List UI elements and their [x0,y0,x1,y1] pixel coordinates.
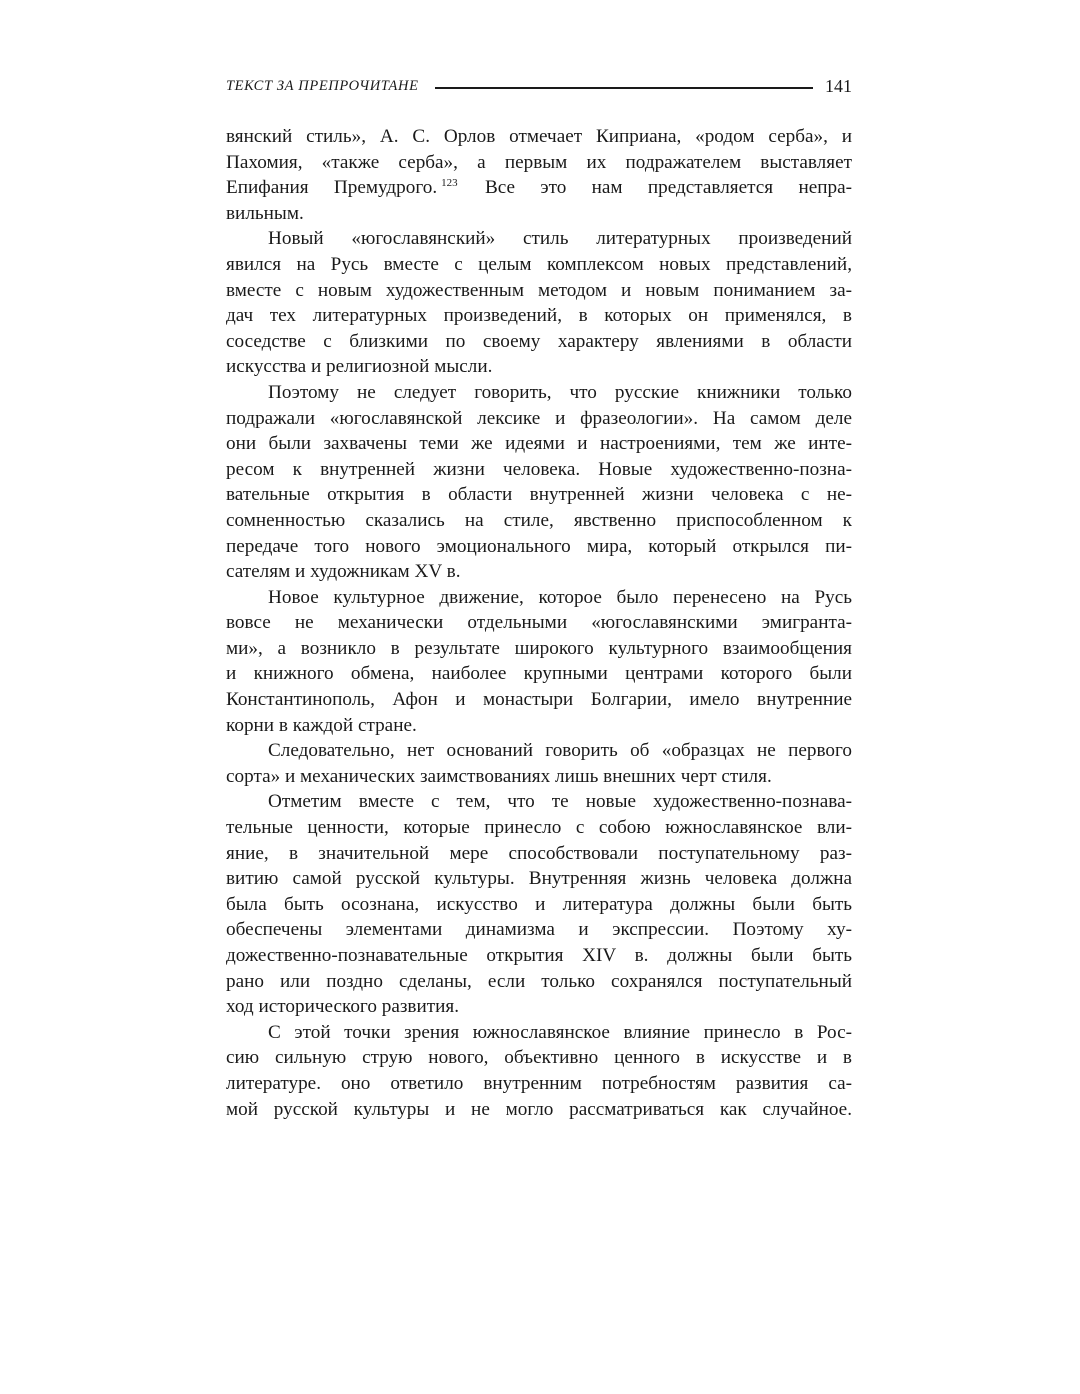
text-line-with-footnote [226,175,852,201]
text-line: явился на Русь вместе с целым комплексом новых представлений, [226,253,852,275]
paragraph-6 [226,789,852,1019]
text-line: Пахомия, «также серба», а первым их подражателем выставляет [226,151,852,173]
text-line: передаче того нового эмоционального мира, который открылся пи- [226,535,852,557]
text-line: мой русской культуры и не могло рассматриваться как случайное. [226,1098,852,1120]
text-line: корни в каждой стране. [226,714,417,736]
text-line: сию сильную струю нового, объективно ценного в искусстве и в [226,1047,852,1069]
text-line: сателям и художникам XV в. [226,561,461,583]
text-line: и книжного обмена, наиболее крупными центрами которого были [226,663,852,685]
text-line: ход исторического развития. [226,996,460,1018]
text-line: была быть осознана, искусство и литература должны были быть [226,893,852,915]
text-line: С этой точки зрения южнославянское влияние принесло в Рос- [268,1021,852,1043]
text-line: тельные ценности, которые принесло с собою южнославянское вли- [226,817,852,839]
text-line: вательные открытия в области внутренней жизни человека с не- [226,484,852,506]
text-line: дач тех литературных произведений, в которых он применялся, в [226,305,852,327]
text-line: яние, в значительной мере способствовали поступательному раз- [226,842,852,864]
text-line: дожественно-познавательные открытия XIV в. должны были быть [226,945,852,966]
text-line: Следовательно, нет оснований говорить об «образцах не первого [268,740,852,762]
text-line: обеспечены элементами динамизма и экспрессии. Поэтому ху- [226,919,852,941]
paragraph-2 [226,226,852,380]
page-number: 141 [825,75,852,96]
text-line: ресом к внутренней жизни человека. Новые художественно-позна- [226,458,852,480]
running-title: ТЕКСТ ЗА ПРЕПРОЧИТАНЕ [226,77,419,94]
paragraph-4 [226,585,852,739]
text-line: Константинополь, Афон и монастыри Болгарии, имело внутренние [226,689,852,711]
text-line: подражали «югославянской лексике и фразеологии». На самом деле [226,407,852,429]
text-line: вильным. [226,202,304,224]
text-line: соседстве с близкими по своему характеру явлениями в области [226,330,852,352]
paragraph-5 [226,738,852,789]
paragraph-1 [226,124,852,226]
text-line: ми», а возникло в результате широкого культурного взаимообщения [226,637,852,659]
text-line: искусства и религиозной мысли. [226,356,493,378]
book-page [226,70,852,1122]
text-line: сомненностью сказались на стиле, явственно приспособленном к [226,509,852,531]
text-line-head: Епифания Премудрого. [226,177,438,199]
body-text [226,124,852,1122]
text-line: Отметим вместе с тем, что те новые художественно-познава- [268,791,852,813]
text-line: вовсе не механически отдельными «югославянскими эмигранта- [226,612,852,634]
running-header [226,70,852,102]
text-line: вместе с новым художественным методом и новым пониманием за- [226,279,852,301]
text-line-tail: Все это нам представляется непра- [484,177,852,199]
text-line: Новое культурное движение, которое было перенесено на Русь [268,586,852,608]
paragraph-3 [226,380,852,585]
text-line: сорта» и механических заимствованиях лишь внешних черт стиля. [226,765,772,787]
text-line: они были захвачены теми же идеями и настроениями, тем же инте- [226,433,852,455]
text-line: Поэтому не следует говорить, что русские книжники только [268,381,852,403]
text-line: витию самой русской культуры. Внутренняя жизнь человека должна [226,868,852,890]
paragraph-7 [226,1020,852,1122]
text-line: рано или поздно сделаны, если только сохранялся поступательный [226,970,852,992]
text-line: вянский стиль», А. С. Орлов отмечает Киприана, «родом серба», и [226,126,852,147]
text-line: литературе. оно ответило внутренним потребностям развития са- [226,1072,852,1094]
footnote-reference: 123 [441,177,458,190]
text-line: Новый «югославянский» стиль литературных произведений [268,228,852,250]
header-rule [435,87,813,89]
